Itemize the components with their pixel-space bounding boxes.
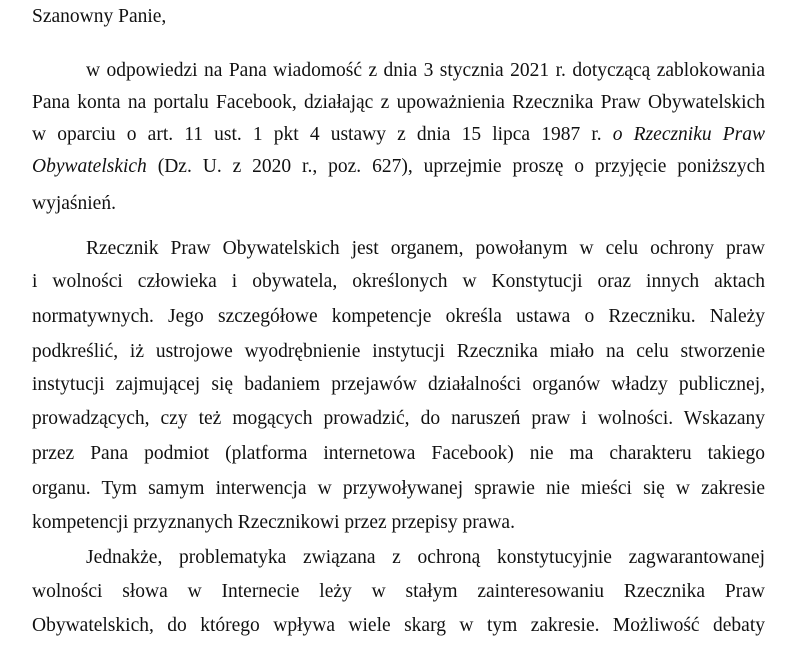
paragraph-2-line-9: kompetencji przyznanych Rzecznikowi przez przepisy prawa.	[32, 512, 515, 533]
salutation: Szanowny Panie,	[32, 6, 167, 27]
paragraph-2-line-7: przez Pana podmiot (platforma internetowa Facebook) nie ma charakteru takiego	[32, 443, 765, 464]
paragraph-1-line-5: wyjaśnień.	[32, 193, 116, 214]
paragraph-1-line-2: Pana konta na portalu Facebook, działając z upoważnienia Rzecznika Praw Obywatelskich	[32, 92, 765, 113]
act-title-italic-cont: Obywatelskich	[32, 156, 147, 177]
paragraph-2-line-5: instytucji zajmującej się badaniem przejawów działalności organów władzy publicznej,	[32, 374, 765, 395]
paragraph-3-line-2: wolności słowa w Internecie leży w stałym zainteresowaniu Rzecznika Praw	[32, 581, 765, 602]
paragraph-1-line-3-text: w oparciu o art. 11 ust. 1 pkt 4 ustawy z dnia 15 lipca 1987 r.	[32, 124, 602, 145]
paragraph-2-line-6: prowadzących, czy też mogących prowadzić, do naruszeń praw i wolności. Wskazany	[32, 408, 765, 429]
paragraph-2-line-3: normatywnych. Jego szczegółowe kompetencje określa ustawa o Rzeczniku. Należy	[32, 306, 765, 327]
paragraph-2-line-4: podkreślić, iż ustrojowe wyodrębnienie instytucji Rzecznika miało na celu stworzenie	[32, 341, 765, 362]
paragraph-2-line-1: Rzecznik Praw Obywatelskich jest organem, powołanym w celu ochrony praw	[86, 238, 765, 259]
paragraph-3-line-1: Jednakże, problematyka związana z ochroną konstytucyjnie zagwarantowanej	[86, 547, 765, 568]
paragraph-1-line-4	[32, 151, 765, 183]
paragraph-2-line-8: organu. Tym samym interwencja w przywoływanej sprawie nie mieści się w zakresie	[32, 478, 765, 499]
paragraph-3-line-3: Obywatelskich, do którego wpływa wiele skarg w tym zakresie. Możliwość debaty	[32, 615, 765, 636]
paragraph-1-line-4-text: (Dz. U. z 2020 r., poz. 627), uprzejmie proszę o przyjęcie poniższych	[157, 156, 765, 177]
act-title-italic: o Rzeczniku Praw	[612, 124, 766, 145]
paragraph-2-line-2: i wolności człowieka i obywatela, określonych w Konstytucji oraz innych aktach	[32, 271, 765, 292]
paragraph-1-line-1: w odpowiedzi na Pana wiadomość z dnia 3 stycznia 2021 r. dotyczącą zablokowania	[86, 60, 765, 81]
paragraph-1-line-3	[32, 119, 765, 151]
